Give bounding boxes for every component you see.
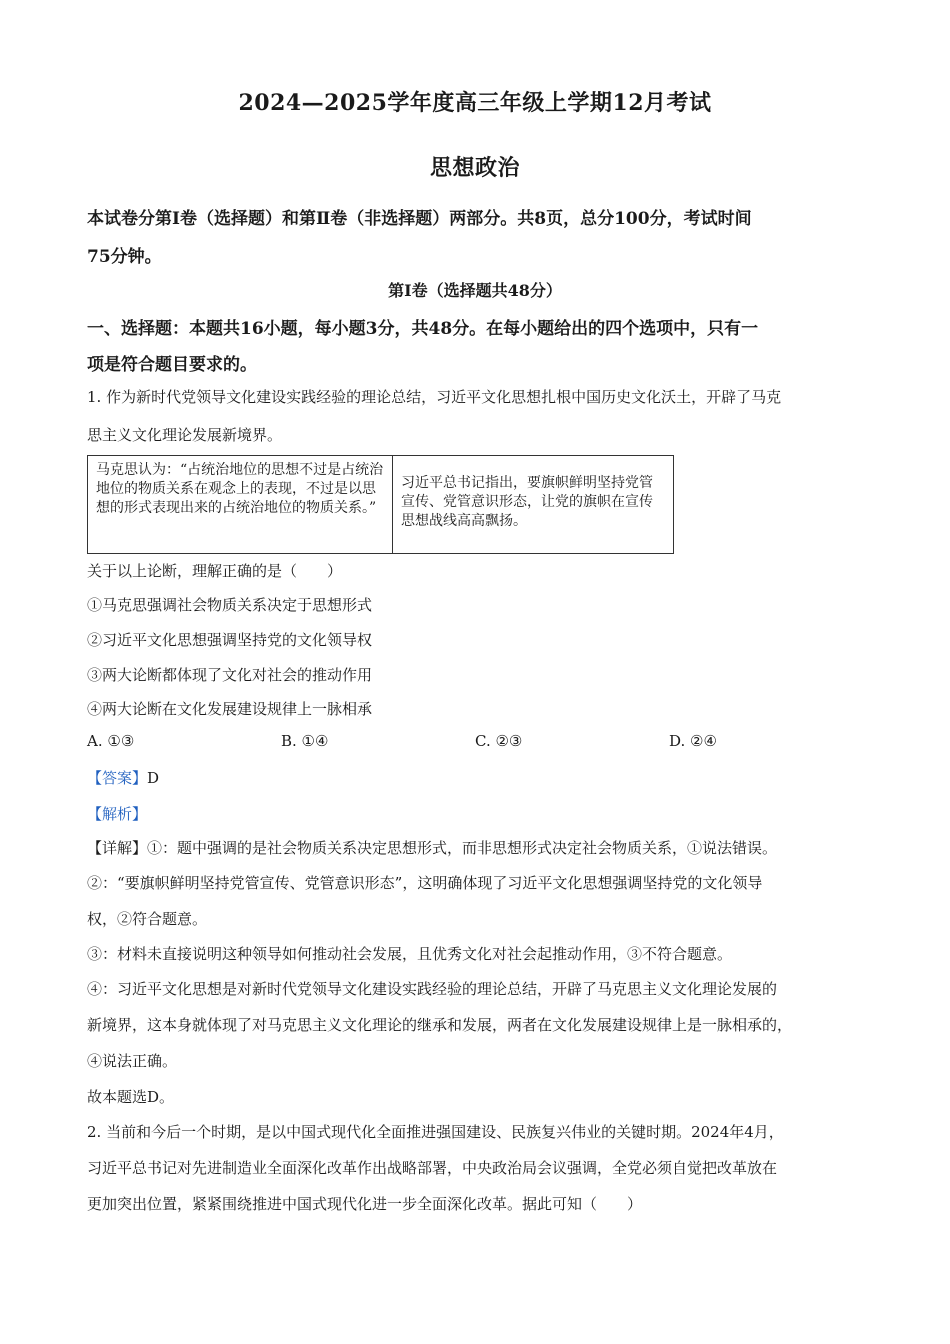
q1-statement-1: ①马克思强调社会物质关系决定于思想形式	[87, 596, 373, 614]
q1-option-c: C. ②③	[475, 732, 523, 750]
q1-option-d: D. ②④	[669, 732, 717, 750]
q1-detail-line-1: 【详解】①：题中强调的是社会物质关系决定思想形式，而非思想形式决定社会物质关系，①说法错误。	[87, 839, 778, 857]
q1-quote-marx: 马克思认为：“占统治地位的思想不过是占统治地位的物质关系在观念上的表现，不过是以思想的形式表现出来的占统治地位的物质关系。”	[88, 456, 393, 553]
q1-stem-line-1: 1. 作为新时代党领导文化建设实践经验的理论总结，习近平文化思想扎根中国历史文化沃土，开辟了马克	[87, 388, 782, 406]
q1-statement-3: ③两大论断都体现了文化对社会的推动作用	[87, 666, 373, 684]
q1-quote-xi: 习近平总书记指出，要旗帜鲜明坚持党管宣传、党管意识形态，让党的旗帜在宣传思想战线高高飘扬。	[401, 475, 653, 529]
q2-stem-line-1: 2. 当前和今后一个时期，是以中国式现代化全面推进强国建设、民族复兴伟业的关键时期。2024年4月，	[87, 1123, 784, 1141]
q2-stem-line-2: 习近平总书记对先进制造业全面深化改革作出战略部署，中央政治局会议强调，全党必须自觉把改革放在	[87, 1159, 778, 1177]
q1-detail-line-8: 故本题选D。	[87, 1088, 175, 1106]
answer-label: 【答案】	[87, 769, 148, 787]
q1-detail-line-2: ②：“要旗帜鲜明坚持党管宣传、党管意识形态”，这明确体现了习近平文化思想强调坚持党的文化领导	[87, 874, 763, 892]
answer-value: D	[147, 769, 160, 787]
q1-detail-line-5: ④：习近平文化思想是对新时代党领导文化建设实践经验的理论总结，开辟了马克思主义文化理论发展的	[87, 980, 778, 998]
intro-line-2: 75分钟。	[87, 247, 162, 267]
subject-title: 思想政治	[429, 155, 520, 181]
q1-statement-2: ②习近平文化思想强调坚持党的文化领导权	[87, 631, 373, 649]
intro-line-1: 本试卷分第Ⅰ卷（选择题）和第Ⅱ卷（非选择题）两部分。共8页，总分100分，考试时间	[87, 209, 752, 229]
q1-stem-line-2: 思主义文化理论发展新境界。	[87, 426, 283, 444]
q1-detail-line-3: 权，②符合题意。	[87, 910, 208, 928]
q1-detail-line-4: ③：材料未直接说明这种领导如何推动社会发展，且优秀文化对社会起推动作用，③不符合题意。	[87, 945, 733, 963]
analysis-label: 【解析】	[87, 805, 148, 823]
section-heading: 第Ⅰ卷（选择题共48分）	[388, 281, 562, 300]
q1-answer	[87, 767, 159, 788]
section-instruction-1: 一、选择题：本题共16小题，每小题3分，共48分。在每小题给出的四个选项中，只有一	[87, 319, 759, 339]
q1-quote-table	[87, 455, 674, 554]
q1-detail-line-6: 新境界，这本身就体现了对马克思主义文化理论的继承和发展，两者在文化发展建设规律上是一脉相承的，	[87, 1016, 793, 1034]
q1-detail-line-7: ④说法正确。	[87, 1052, 178, 1070]
q1-prompt: 关于以上论断，理解正确的是（ ）	[87, 562, 343, 580]
q1-option-b: B. ①④	[281, 732, 329, 750]
q1-statement-4: ④两大论断在文化发展建设规律上一脉相承	[87, 700, 373, 718]
q1-option-a: A. ①③	[87, 732, 135, 750]
exam-title: 2024—2025学年度高三年级上学期12月考试	[238, 90, 712, 116]
section-instruction-2: 项是符合题目要求的。	[87, 355, 257, 375]
q2-stem-line-3: 更加突出位置，紧紧围绕推进中国式现代化进一步全面深化改革。据此可知（ ）	[87, 1195, 643, 1213]
